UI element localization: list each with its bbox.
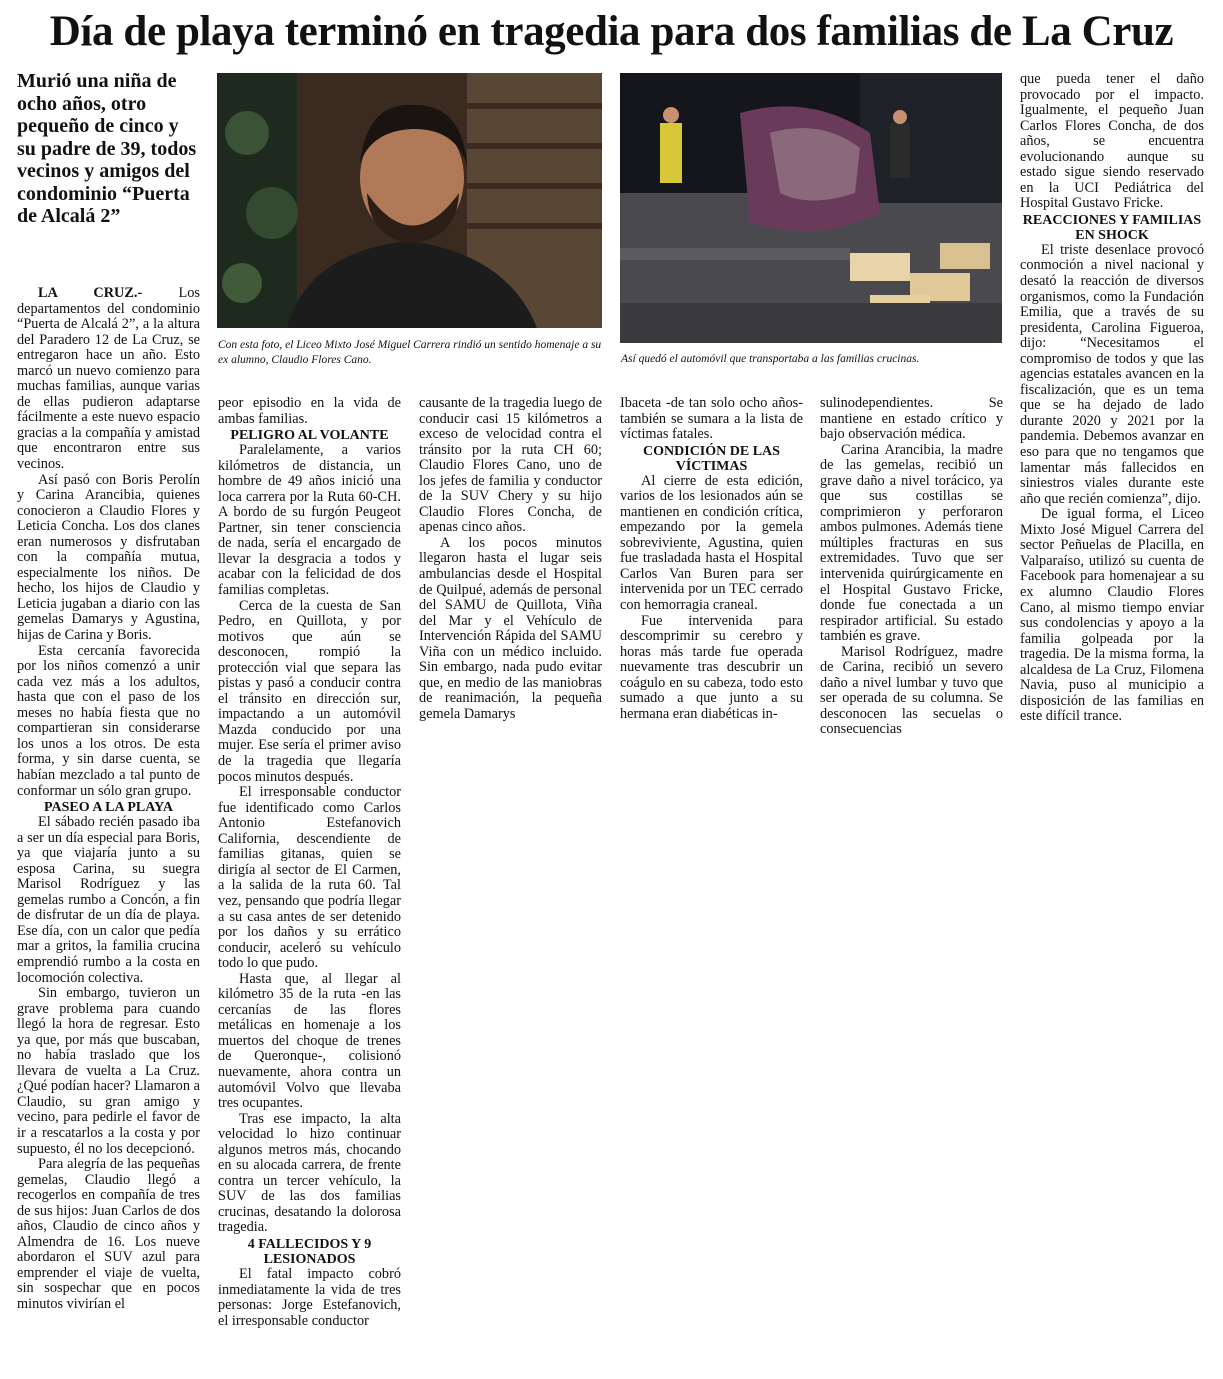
paragraph: Los departamentos del condominio “Puerta de Alcalá 2”, a la altura del Paradero 12 de La Cruz, se entregaron hace un año. Esto marcó un nuevo comienzo para muchas familias, aunque varias de ellas pudieron adaptarse fácilmente a este nuevo espacio gracias a la compañía y amistad que encontraron entre sus vecinos. (17, 285, 200, 473)
paragraph: El triste desenlace provocó conmoción a nivel nacional y desató la reacción de diversos organismos, como la Fundación Emilia, que a través de su presidenta, Carolina Figueroa, dijo: “Necesitamos el compromiso de todos y que las agencias estatales avancen en la fiscalización, que es un tema que se ha dejado de lado durante 2020 y 2021 por la pandemia. Debemos avanzar en eso para que no tengamos que lamentar más fallecidos en siniestros viales durante este año que recién comienza”, dijo. (1020, 241, 1204, 507)
paragraph: causante de la tragedia luego de conducir casi 15 kilómetros a exceso de velocidad contra el tránsito por la ruta CH 60; Claudio Flores Cano, uno de los jefes de familia y conductor de la SUV Chery y su hijo Claudio Flores Concha, de apenas cinco años. (419, 395, 602, 536)
paragraph: Hasta que, al llegar al kilómetro 35 de la ruta -en las cercanías de las flores metálicas en homenaje a los muertos del choque de trenes de Queronque-, colisionó nuevamente, ahora contra un automóvil Volvo que llevaba tres ocupantes. (218, 970, 401, 1112)
crash-scene-photo-icon (620, 73, 1002, 343)
section-heading: 4 FALLECIDOS Y 9 LESIONADOS (247, 1236, 372, 1267)
paragraph: Para alegría de las pequeñas gemelas, Claudio llegó a recogerlos en compañía de tres de sus hijos: Juan Carlos de dos años, Claudio de cinco años y Almendra de 16. Los nueve abordaron el SUV azul para emprender el viaje de vuelta, sin sospechar que en pocos minutos vivirían el (17, 1156, 200, 1312)
paragraph: Cerca de la cuesta de San Pedro, en Quillota, y por motivos que aún se desconocen, rompió la protección vial que separa las pistas y pasó a conducir contra el tránsito en dirección sur, impactando a un automóvil Mazda conducido por una mujer. Ese sería el primer aviso de la tragedia que llegaría pocos minutos después. (218, 597, 401, 785)
paragraph: Fue intervenida para descomprimir su cerebro y horas más tarde fue operada nuevamente tras descubrir un coágulo en su cabeza, todo esto sumado a que junto a su hermana eran diabéticas in- (620, 612, 803, 722)
crash-photo (620, 73, 1002, 343)
paragraph: El sábado recién pasado iba a ser un día especial para Boris, ya que viajaría junto a su esposa Carina, su suegra Marisol Rodríguez y las gemelas rumbo a Concón, a fin de disfrutar de un día de playa. Ese día, con un calor que pedía mar a gritos, la familia crucina emprendió rumbo a la costa en locomoción colectiva. (17, 814, 200, 986)
section-heading: REACCIONES Y FAMILIAS EN SHOCK (1022, 212, 1202, 243)
paragraph: Tras ese impacto, la alta velocidad lo hizo continuar algunos metros más, chocando en su alocada carrera, de frente contra un tercer vehículo, la SUV de las dos familias crucinas, desatando la dolorosa tragedia. (218, 1110, 401, 1236)
column-4 (620, 396, 803, 722)
column-1 (17, 286, 200, 1313)
paragraph: Sin embargo, tuvieron un grave problema para cuando llegó la hora de regresar. Esto ya que, por más que buscaban, no había traslado que los llevara de vuelta a La Cruz. ¿Qué podían hacer? Llamaron a Claudio, su gran amigo y vecino, para pedirle el favor de ir a rescatarlos a la costa y por supuesto, él no los decepcionó. (17, 985, 200, 1157)
paragraph: El fatal impacto cobró inmediatamente la vida de tres personas: Jorge Estefanovich, el irresponsable conductor (218, 1265, 401, 1329)
section-heading: PELIGRO AL VOLANTE (230, 428, 389, 444)
paragraph: Así pasó con Boris Perolín y Carina Arancibia, quienes conocieron a Claudio Flores y Leticia Concha. Los dos clanes eran numerosos y disfrutaban con la compañía mutua, especialmente los niños. De hecho, los hijos de Claudio y Leticia jugaban a diario con las gemelas Damarys y Agustina, hijas de Carina y Boris. (17, 471, 200, 644)
column-6 (1020, 72, 1204, 725)
paragraph: El irresponsable conductor fue identificado como Carlos Antonio Estefanovich California, descendiente de familias gitanas, quien se dirigía al sector de El Carmen, a la salida de la ruta 60. Tal vez, pensando que podría llegar a su casa antes de ser detenido por los daños y su errático conducir, aceleró su vehículo todo lo que pudo. (218, 784, 401, 972)
portrait-caption: Con esta foto, el Liceo Mixto José Miguel Carrera rindió un sentido homenaje a su ex alumno, Claudio Flores Cano. (218, 339, 602, 366)
paragraph: Marisol Rodríguez, madre de Carina, recibió un severo daño a nivel lumbar y tuvo que ser operada de su columna. Se desconocen las secuelas o consecuencias (820, 643, 1003, 738)
section-heading: CONDICIÓN DE LAS VÍCTIMAS (643, 443, 780, 474)
paragraph: A los pocos minutos llegaron hasta el lugar seis ambulancias desde el Hospital de Quilpué, además de personal del SAMU de Quillota, Viña del Mar y el Vehículo de Intervención Rápida del SAMU Viña con un médico incluido. Sin embargo, nada pudo evitar que, en medio de las maniobras de reanimación, la pequeña gemela Damarys (419, 534, 602, 722)
portrait-photo (217, 73, 602, 328)
column-5 (820, 396, 1003, 738)
paragraph: Carina Arancibia, la madre de las gemelas, recibió un grave daño a nivel torácico, ya que sus costillas se comprimieron y perforaron ambos pulmones. Además tiene múltiples fracturas en sus extremidades. Tuvo que ser intervenida quirúrgicamente en el Hospital Gustavo Fricke, donde fue conectada a un respirador artificial. Su estado también es grave. (820, 441, 1003, 645)
paragraph: De igual forma, el Liceo Mixto José Miguel Carrera del sector Peñuelas de Placilla, en Valparaíso, utilizó su cuenta de Facebook para homenajear a su ex alumno Claudio Flores Cano, al mismo tiempo enviar sus condolencias y apoyo a la familia golpeada por la tragedia. De la misma forma, la alcaldesa de La Cruz, Filomena Navia, puso al municipio a disposición de las familias en este difícil trance. (1020, 506, 1204, 725)
paragraph: Esta cercanía favorecida por los niños comenzó a unir cada vez más a los adultos, hasta que con el paso de los meses no había fiesta que no compartieran sin considerarse los unos a los otros. De esta forma, y sin darse cuenta, se habían mezclado a tal punto de conformar un sólo gran grupo. (17, 642, 200, 799)
portrait-photo-icon (217, 73, 602, 328)
deck-subheadline: Murió una niña de ocho años, otro pequeño de cinco y su padre de 39, todos vecinos y amigos del condominio “Puerta de Alcalá 2” (17, 70, 197, 227)
column-2 (218, 396, 401, 1329)
paragraph: Ibaceta -de tan solo ocho años- también se sumara a la lista de víctimas fatales. (620, 395, 803, 443)
paragraph: Paralelamente, a varios kilómetros de distancia, un hombre de 49 años inició una loca carrera por la Ruta 60-CH. A bordo de su furgón Peugeot Partner, sin tener consciencia de nada, sería el encargado de llevar la desgracia a todos y acabar con la felicidad de dos familias completas. (218, 442, 401, 599)
dateline: LA CRUZ.- (38, 285, 143, 301)
paragraph: que pueda tener el daño provocado por el impacto. Igualmente, el pequeño Juan Carlos Flores Concha, de dos años, se encuentra evolucionando aunque su estado sigue siendo reservado en la UCI Pediátrica del Hospital Gustavo Fricke. (1020, 71, 1204, 212)
section-heading: PASEO A LA PLAYA (43, 800, 174, 816)
column-3 (419, 396, 602, 722)
headline: Día de playa terminó en tragedia para dos familias de La Cruz (49, 8, 1174, 55)
paragraph: Al cierre de esta edición, varios de los lesionados aún se mantienen en condición crítica, empezando por la gemela sobreviviente, Agustina, quien fue trasladada hasta el Hospital Carlos Van Buren para ser intervenida por un TEC cerrado con hemorragia craneal. (620, 472, 803, 614)
crash-caption: Así quedó el automóvil que transportaba a las familias crucinas. (621, 353, 920, 365)
paragraph: peor episodio en la vida de ambas familias. (218, 395, 401, 427)
paragraph: sulinodependientes. Se mantiene en estado crítico y bajo observación médica. (820, 395, 1003, 443)
